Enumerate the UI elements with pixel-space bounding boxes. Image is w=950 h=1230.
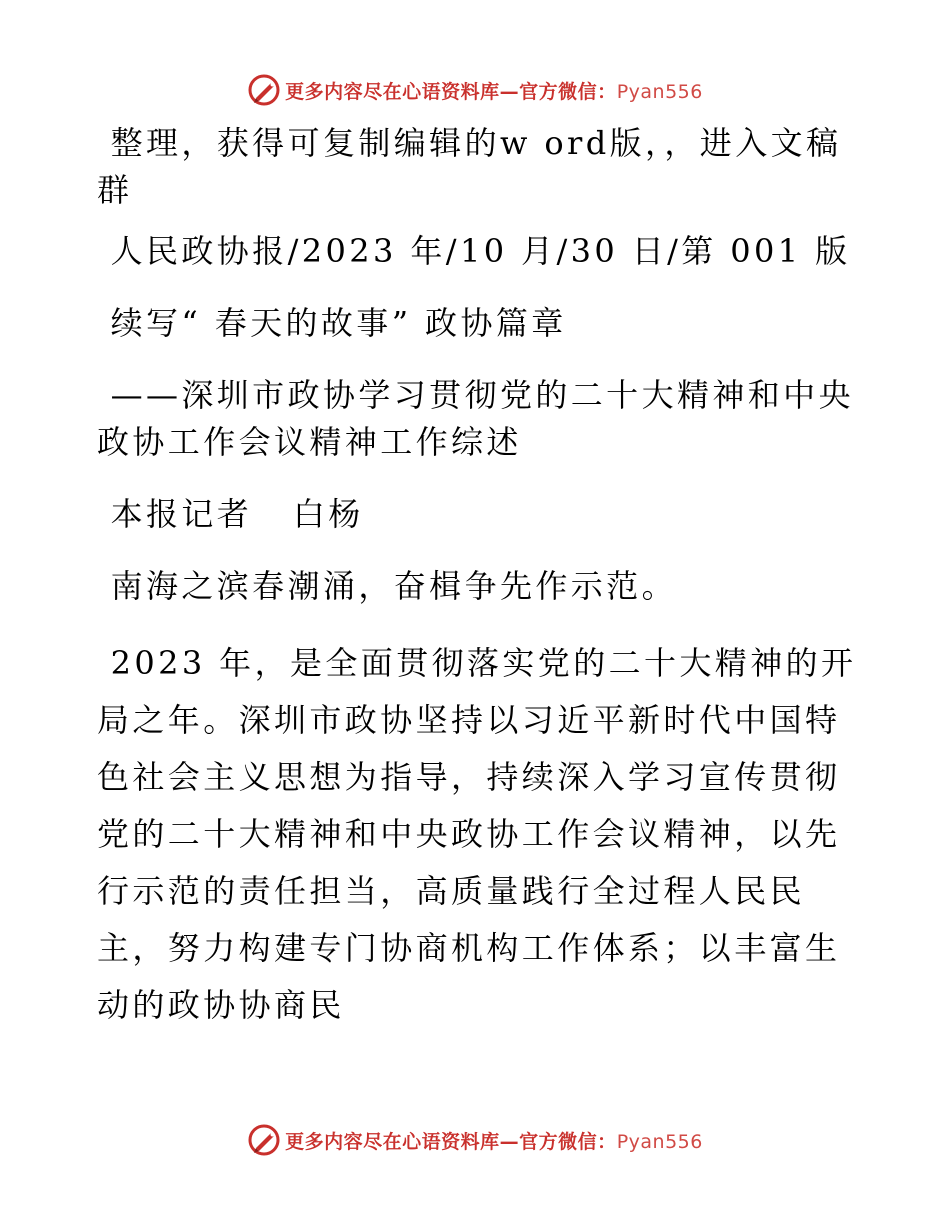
footer-watermark — [0, 1120, 950, 1160]
paragraph-body: 2023 年，是全面贯彻落实党的二十大精神的开局之年。深圳市政协坚持以习近平新时代中国特色社会主义思想为指导，持续深入学习宣传贯彻党的二十大精神和中央政协工作会议精神，以先行示范的责任担当，高质量践行全过程人民民主，努力构建专门协商机构工作体系；以丰富生动的政协协商民 — [97, 644, 857, 1024]
byline: 本报记者 白杨 — [97, 495, 364, 533]
pen-logo-icon — [247, 1123, 281, 1157]
watermark-text — [285, 77, 703, 104]
watermark-title: 更多内容尽在心语资料库 — [285, 80, 500, 103]
watermark-separator: — — [499, 1130, 520, 1153]
watermark-official: 官方微信： — [519, 80, 617, 103]
pen-logo-icon — [247, 73, 281, 107]
document-body — [97, 120, 857, 1034]
watermark-official: 官方微信： — [519, 1130, 617, 1153]
paragraph-lead: 南海之滨春潮涌，奋楫争先作示范。 — [97, 567, 677, 605]
article-subtitle: ——深圳市政协学习贯彻党的二十大精神和中央政协工作会议精神工作综述 — [97, 376, 854, 461]
watermark-text — [285, 1127, 703, 1154]
watermark-wechat-id: Pyan556 — [616, 1130, 703, 1153]
header-watermark — [0, 70, 950, 110]
paragraph-source: 人民政协报/2023 年/10 月/30 日/第 001 版 — [97, 232, 851, 270]
watermark-separator: — — [499, 80, 520, 103]
paragraph-intro: 整理，获得可复制编辑的w ord版，，进入文稿群 — [97, 124, 842, 209]
watermark-title: 更多内容尽在心语资料库 — [285, 1130, 500, 1153]
article-title: 续写“ 春天的故事” 政协篇章 — [97, 304, 567, 342]
watermark-wechat-id: Pyan556 — [616, 80, 703, 103]
